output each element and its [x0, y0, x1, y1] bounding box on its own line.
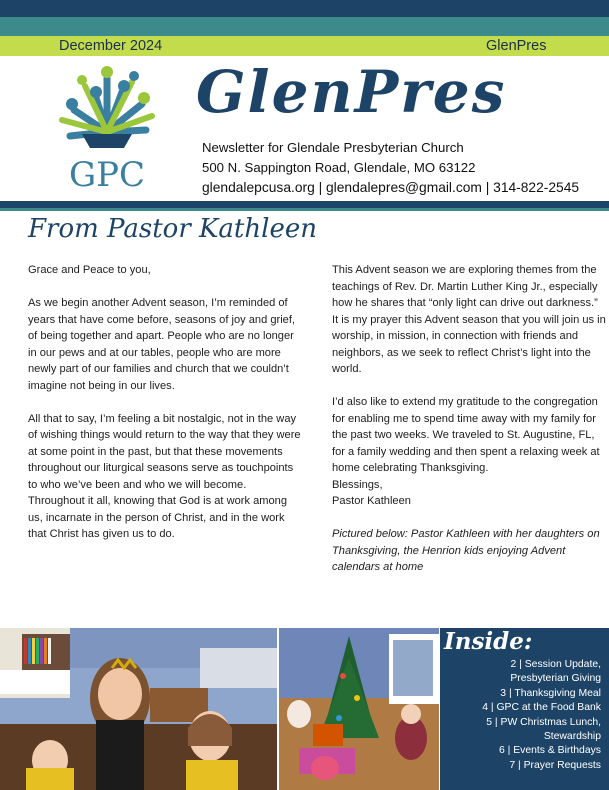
masthead-title: GlenPres [196, 58, 507, 126]
article-signature: Pastor Kathleen [332, 495, 411, 507]
brand-label: GlenPres [486, 38, 547, 54]
photo-caption: Pictured below: Pastor Kathleen with her daughters on Thanksgiving, the Henrion kids enjoying Advent calendars at home [332, 528, 600, 573]
inside-list [482, 658, 601, 773]
gpc-logo-icon [52, 62, 162, 198]
inside-item: 3 | Thanksgiving Meal [500, 687, 601, 699]
inside-item: 6 | Events & Birthdays [498, 745, 601, 757]
article-paragraph: All that to say, I’m feeling a bit nostalgic, not in the way of wishing things would return to the way that they were at some point in the past, but that these movements throughout our liturgical seasons serve as touchpoints to who we’ve been and who we will become. Throughout it all, knowing that God is at work among us, incarnate in the person of Christ, and in the work that Christ has given us to do. [28, 412, 301, 540]
top-teal-band [0, 17, 609, 36]
inside-item: 7 | Prayer Requests [509, 759, 601, 771]
top-navy-band [0, 0, 609, 17]
article-paragraph: As we begin another Advent season, I’m reminded of years that have come before, seasons of joy and grief, of being together and apart. People who are no longer in our pews and at our tables, people who are more newly part of our families and church that we couldn’t imagine not being in our lives. [28, 297, 296, 392]
article-closing: Blessings, [332, 478, 383, 491]
inside-item: 5 | PW Christmas Lunch, [486, 716, 601, 728]
header-divider [0, 201, 609, 208]
article-paragraph: I’d also like to extend my gratitude to the congregation for enabling me to spend time away with my family for the past two weeks. We traveled to St. Augustine, FL, for a family wedding and then spent a relaxing week at home celebrating Thanksgiving. [332, 396, 600, 474]
inside-title: Inside: [444, 628, 533, 655]
church-contact: glendalepcusa.org | glendalepres@gmail.com | 314-822-2545 [202, 180, 580, 195]
article-paragraph: This Advent season we are exploring themes from the teachings of Rev. Dr. Martin Luther King Jr., especially how he shares that “only light can drive out darkness.” It is my prayer this Advent season that you will join us in worship, in mission, in connection with friends and neighbors, as we seek to reflect Christ’s light into the world. [332, 264, 606, 375]
inside-panel [440, 628, 609, 790]
issue-date: December 2024 [59, 38, 163, 54]
newsletter-subtitle: Newsletter for Glendale Presbyterian Church [202, 140, 464, 155]
header-divider-accent [0, 208, 609, 211]
inside-item: Stewardship [543, 731, 601, 743]
advent-calendar-photo [279, 628, 439, 790]
article-left-column [28, 262, 303, 559]
article-title: From Pastor Kathleen [28, 214, 317, 244]
article-right-column [332, 262, 607, 592]
inside-item: 4 | GPC at the Food Bank [482, 702, 601, 714]
church-address: 500 N. Sappington Road, Glendale, MO 63122 [202, 160, 476, 175]
inside-item: Presbyterian Giving [510, 673, 601, 685]
inside-item: 2 | Session Update, [510, 659, 601, 670]
logo-text: GPC [68, 155, 146, 195]
pastor-family-photo [0, 628, 277, 790]
article-paragraph: Grace and Peace to you, [28, 264, 151, 276]
